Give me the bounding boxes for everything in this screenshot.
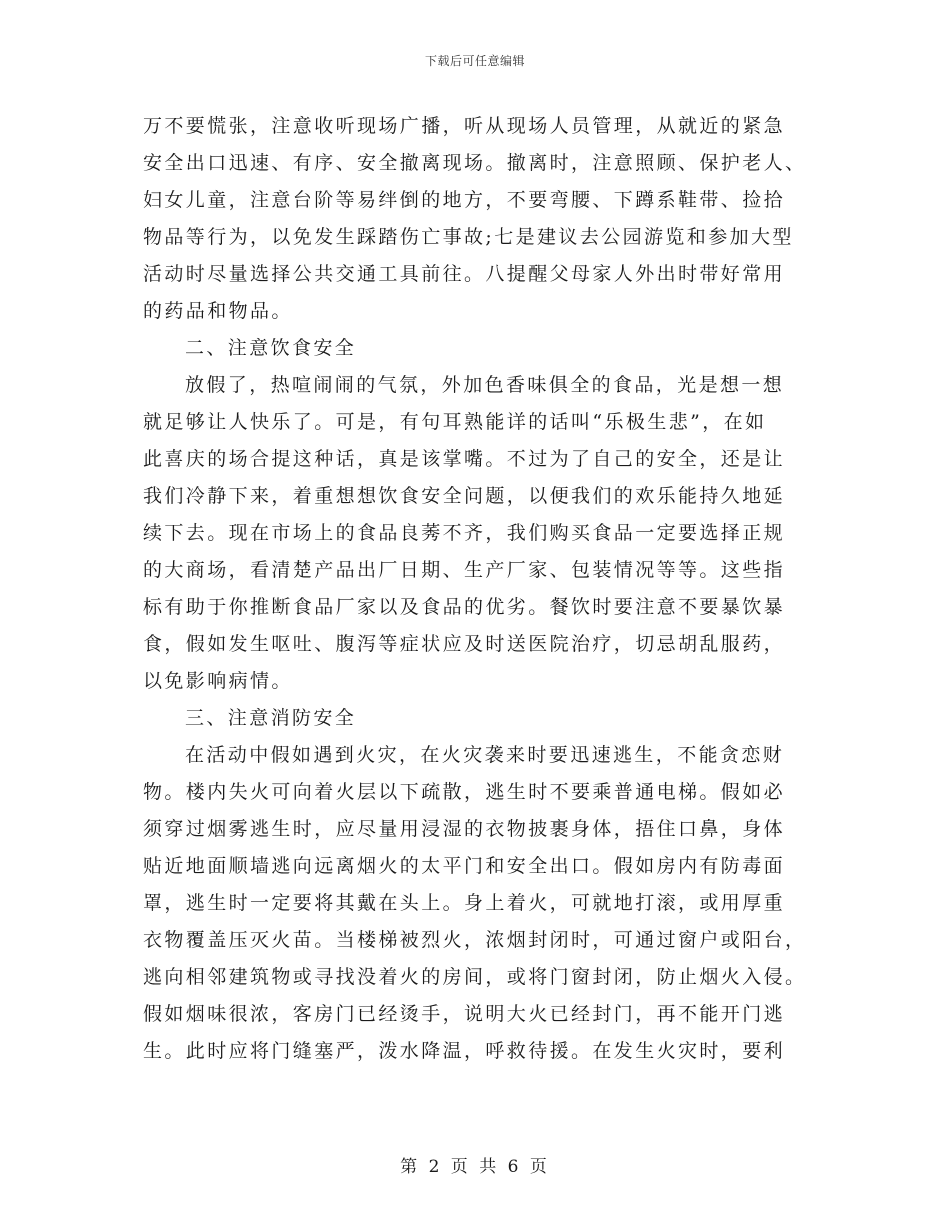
paragraph-line: 生。此时应将门缝塞严，泼水降温，呼救待援。在发生火灾时，要利 xyxy=(143,1040,786,1062)
paragraph-line: 我们冷静下来，着重想想饮食安全问题，以便我们的欢乐能持久地延 xyxy=(143,485,786,507)
paragraph-line: 逃向相邻建筑物或寻找没着火的房间，或将门窗封闭，防止烟火入侵。 xyxy=(143,966,807,988)
paragraph-line: 在活动中假如遇到火灾，在火灾袭来时要迅速逃生，不能贪恋财 xyxy=(185,744,785,766)
page-number: 第 2 页 共 6 页 xyxy=(400,1157,550,1177)
page-header: 下载后可任意编辑 xyxy=(424,54,525,68)
paragraph-line: 万不要慌张，注意收听现场广播，听从现场人员管理，从就近的紧急 xyxy=(143,115,786,137)
paragraph-line: 活动时尽量选择公共交通工具前往。八提醒父母家人外出时带好常用 xyxy=(143,263,786,285)
paragraph-line: 物。楼内失火可向着火层以下疏散，逃生时不要乘普通电梯。假如必 xyxy=(143,781,786,803)
paragraph-line: 妇女儿童，注意台阶等易绊倒的地方，不要弯腰、下蹲系鞋带、捡拾 xyxy=(143,189,786,211)
paragraph-line: 标有助于你推断食品厂家以及食品的优劣。餐饮时要注意不要暴饮暴 xyxy=(143,596,786,618)
paragraph-line: 假如烟味很浓，客房门已经烫手，说明大火已经封门，再不能开门逃 xyxy=(143,1003,786,1025)
document-body xyxy=(143,108,805,1070)
paragraph-line: 衣物覆盖压灭火苗。当楼梯被烈火，浓烟封闭时，可通过窗户或阳台， xyxy=(143,929,807,951)
paragraph-line: 物品等行为，以免发生踩踏伤亡事故;七是建议去公园游览和参加大型 xyxy=(143,226,794,248)
paragraph-line: 放假了，热喧闹闹的气氛，外加色香味俱全的食品，光是想一想 xyxy=(185,374,785,396)
section-heading: 三、注意消防安全 xyxy=(185,707,357,729)
paragraph-line: 就足够让人快乐了。可是，有句耳熟能详的话叫“乐极生悲”，在如 xyxy=(143,411,767,433)
paragraph-line: 须穿过烟雾逃生时，应尽量用浸湿的衣物披裹身体，捂住口鼻，身体 xyxy=(143,818,786,840)
paragraph-line: 安全出口迅速、有序、安全撤离现场。撤离时，注意照顾、保护老人、 xyxy=(143,152,807,174)
paragraph-line: 的药品和物品。 xyxy=(143,300,293,322)
paragraph-line: 此喜庆的场合提这种话，真是该掌嘴。不过为了自己的安全，还是让 xyxy=(143,448,786,470)
paragraph-line: 以免影响病情。 xyxy=(143,670,293,692)
paragraph-line: 的大商场，看清楚产品出厂日期、生产厂家、包装情况等等。这些指 xyxy=(143,559,786,581)
paragraph-line: 罩，逃生时一定要将其戴在头上。身上着火，可就地打滚，或用厚重 xyxy=(143,892,786,914)
paragraph-line: 贴近地面顺墙逃向远离烟火的太平门和安全出口。假如房内有防毒面 xyxy=(143,855,786,877)
paragraph-line: 食，假如发生呕吐、腹泻等症状应及时送医院治疗，切忌胡乱服药， xyxy=(143,633,786,655)
paragraph-line: 续下去。现在市场上的食品良莠不齐，我们购买食品一定要选择正规 xyxy=(143,522,786,544)
section-heading: 二、注意饮食安全 xyxy=(185,337,357,359)
